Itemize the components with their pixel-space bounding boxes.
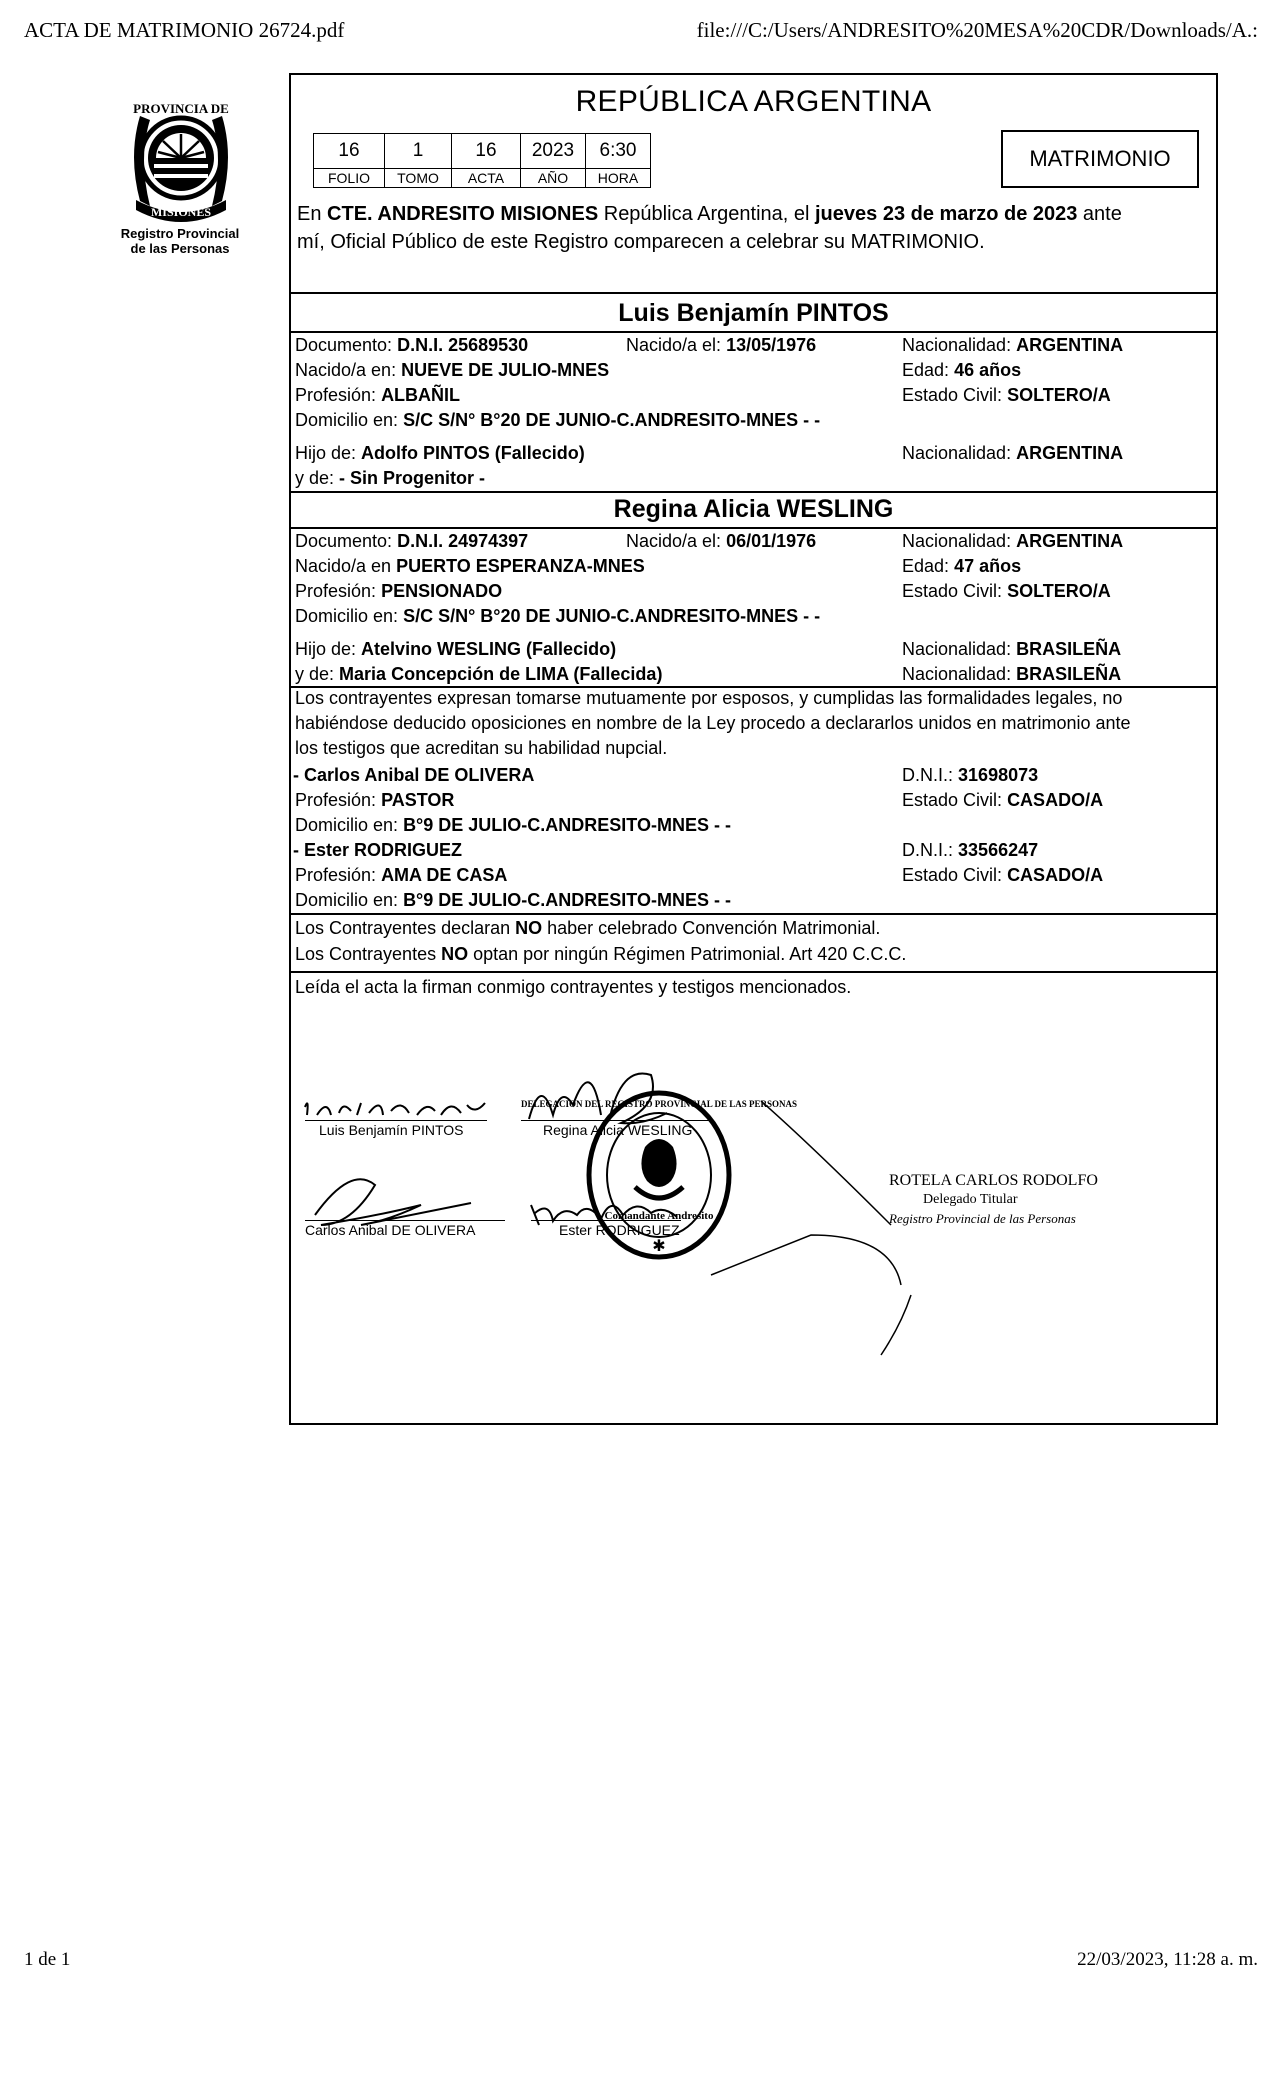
spouse2-civil-status: Estado Civil: SOLTERO/A bbox=[902, 581, 1111, 601]
ref-anio-label: AÑO bbox=[521, 169, 586, 188]
spouse1-mother: y de: - Sin Progenitor - bbox=[295, 468, 486, 488]
signature-mark-3 bbox=[315, 1179, 471, 1225]
print-footer-page-count: 1 de 1 bbox=[24, 1949, 71, 1970]
seal-bottom-text: MISIONES bbox=[150, 205, 212, 219]
spouse1-age: Edad: 46 años bbox=[902, 360, 1022, 380]
ref-hora-label: HORA bbox=[586, 169, 651, 188]
print-header-url: file:///C:/Users/ANDRESITO%20MESA%20CDR/Downloads/A.: bbox=[696, 18, 1258, 42]
ref-anio-value: 2023 bbox=[521, 134, 586, 169]
spouse2-mother: y de: Maria Concepción de LIMA (Fallecida) bbox=[295, 664, 663, 684]
witness1-address: Domicilio en: B°9 DE JULIO-C.ANDRESITO-MNES - - bbox=[295, 815, 731, 835]
witness2-dni: D.N.I.: 33566247 bbox=[902, 840, 1039, 860]
signature-line bbox=[531, 1220, 681, 1221]
spouse1-nationality: Nacionalidad: ARGENTINA bbox=[902, 335, 1124, 355]
ref-hora-value: 6:30 bbox=[586, 134, 651, 169]
spouse2-age: Edad: 47 años bbox=[902, 556, 1022, 576]
spouse1-birthplace: Nacido/a en: NUEVE DE JULIO-MNES bbox=[295, 360, 610, 380]
witness1-profession: Profesión: PASTOR bbox=[295, 790, 455, 810]
witness2-civil-status: Estado Civil: CASADO/A bbox=[902, 865, 1104, 885]
witness1-dni: D.N.I.: 31698073 bbox=[902, 765, 1039, 785]
signature-label-witness2: Ester RODRIGUEZ bbox=[559, 1222, 680, 1238]
closing-statement: Leída el acta la firman conmigo contrayentes y testigos mencionados. bbox=[295, 977, 852, 997]
signature-line bbox=[305, 1120, 487, 1121]
certificate-frame bbox=[289, 73, 1218, 1425]
signature-line bbox=[305, 1220, 505, 1221]
official-organization: Registro Provincial de las Personas bbox=[889, 1211, 1076, 1226]
spouse2-birthdate: Nacido/a el: 06/01/1976 bbox=[626, 531, 817, 551]
print-header-title: ACTA DE MATRIMONIO 26724.pdf bbox=[24, 18, 345, 42]
signature-line bbox=[521, 1120, 711, 1121]
svg-text:✱: ✱ bbox=[652, 1238, 666, 1255]
spouse1-address: Domicilio en: S/C S/N° B°20 DE JUNIO-C.ANDRESITO-MNES - - bbox=[295, 410, 821, 430]
witness2-profession: Profesión: AMA DE CASA bbox=[295, 865, 508, 885]
official-title: Delegado Titular bbox=[923, 1192, 1018, 1207]
intro-line-2: mí, Oficial Público de este Registro comparecen a celebrar su MATRIMONIO. bbox=[297, 231, 985, 253]
ref-tomo-value: 1 bbox=[385, 134, 452, 169]
ref-acta-value: 16 bbox=[452, 134, 521, 169]
intro-place: CTE. ANDRESITO MISIONES bbox=[327, 203, 599, 225]
official-name: ROTELA CARLOS RODOLFO bbox=[889, 1172, 1098, 1189]
signature-mark-5 bbox=[711, 1101, 911, 1355]
registry-label-line1: Registro Provincial bbox=[120, 226, 240, 241]
registry-label bbox=[100, 226, 260, 256]
print-footer-datetime: 22/03/2023, 11:28 a. m. bbox=[1077, 1949, 1258, 1970]
witness2-address: Domicilio en: B°9 DE JULIO-C.ANDRESITO-MNES - - bbox=[295, 890, 731, 910]
declaration-line-2: habiéndose deducido oposiciones en nombre de la Ley procedo a declararlos unidos en matrimonio ante bbox=[295, 713, 1131, 733]
seal-top-text: PROVINCIA DE bbox=[133, 101, 229, 116]
spouse1-birthdate: Nacido/a el: 13/05/1976 bbox=[626, 335, 817, 355]
signature-label-spouse1: Luis Benjamín PINTOS bbox=[319, 1122, 464, 1138]
registry-seal-logo bbox=[110, 96, 252, 232]
intro-date: jueves 23 de marzo de 2023 bbox=[815, 203, 1078, 225]
ref-tomo-label: TOMO bbox=[385, 169, 452, 188]
regime-line-1: Los Contrayentes declaran NO haber celebrado Convención Matrimonial. bbox=[295, 918, 881, 938]
spouse2-profession: Profesión: PENSIONADO bbox=[295, 581, 503, 601]
ref-folio-value: 16 bbox=[314, 134, 385, 169]
ref-folio-label: FOLIO bbox=[314, 169, 385, 188]
signature-mark-1 bbox=[305, 1103, 485, 1115]
spouse2-address: Domicilio en: S/C S/N° B°20 DE JUNIO-C.ANDRESITO-MNES - - bbox=[295, 606, 821, 626]
spouse1-document: Documento: D.N.I. 25689530 bbox=[295, 335, 529, 355]
spouse1-civil-status: Estado Civil: SOLTERO/A bbox=[902, 385, 1111, 405]
spouse2-document: Documento: D.N.I. 24974397 bbox=[295, 531, 529, 551]
spouse2-birthplace: Nacido/a en PUERTO ESPERANZA-MNES bbox=[295, 556, 645, 576]
spouse1-father: Hijo de: Adolfo PINTOS (Fallecido) bbox=[295, 443, 585, 463]
spouse2-father: Hijo de: Atelvino WESLING (Fallecido) bbox=[295, 639, 617, 659]
signature-label-witness1: Carlos Anibal DE OLIVERA bbox=[305, 1222, 476, 1238]
spouse1-father-nationality: Nacionalidad: ARGENTINA bbox=[902, 443, 1124, 463]
spouse2-nationality: Nacionalidad: ARGENTINA bbox=[902, 531, 1124, 551]
certificate-type-box: MATRIMONIO bbox=[1001, 130, 1199, 188]
declaration-line-1: Los contrayentes expresan tomarse mutuamente por esposos, y cumplidas las formalidades legales, no bbox=[295, 688, 1123, 708]
witness2-name: - Ester RODRIGUEZ bbox=[293, 840, 463, 860]
regime-line-2: Los Contrayentes NO optan por ningún Régimen Patrimonial. Art 420 C.C.C. bbox=[295, 944, 907, 964]
stamp-center-text: Comandante Andresito bbox=[604, 1210, 714, 1222]
signature-label-spouse2: Regina Alicia WESLING bbox=[543, 1122, 693, 1138]
ref-acta-label: ACTA bbox=[452, 169, 521, 188]
declaration-line-3: los testigos que acreditan su habilidad nupcial. bbox=[295, 738, 668, 758]
intro-line-1: En CTE. ANDRESITO MISIONES República Argentina, el jueves 23 de marzo de 2023 ante bbox=[297, 203, 1122, 225]
witness1-name: - Carlos Anibal DE OLIVERA bbox=[293, 765, 535, 785]
spouse1-name: Luis Benjamín PINTOS bbox=[618, 299, 889, 327]
country-title: REPÚBLICA ARGENTINA bbox=[575, 85, 932, 118]
witness1-civil-status: Estado Civil: CASADO/A bbox=[902, 790, 1104, 810]
spouse2-mother-nationality: Nacionalidad: BRASILEÑA bbox=[902, 664, 1122, 684]
stamp-ring-text: DELEGACION DEL REGISTRO PROVINCIAL DE LAS PERSONAS bbox=[520, 1099, 798, 1109]
spouse2-name: Regina Alicia WESLING bbox=[613, 495, 894, 523]
spouse1-profession: Profesión: ALBAÑIL bbox=[295, 385, 461, 405]
registry-label-line2: de las Personas bbox=[130, 241, 230, 256]
spouse2-father-nationality: Nacionalidad: BRASILEÑA bbox=[902, 639, 1122, 659]
